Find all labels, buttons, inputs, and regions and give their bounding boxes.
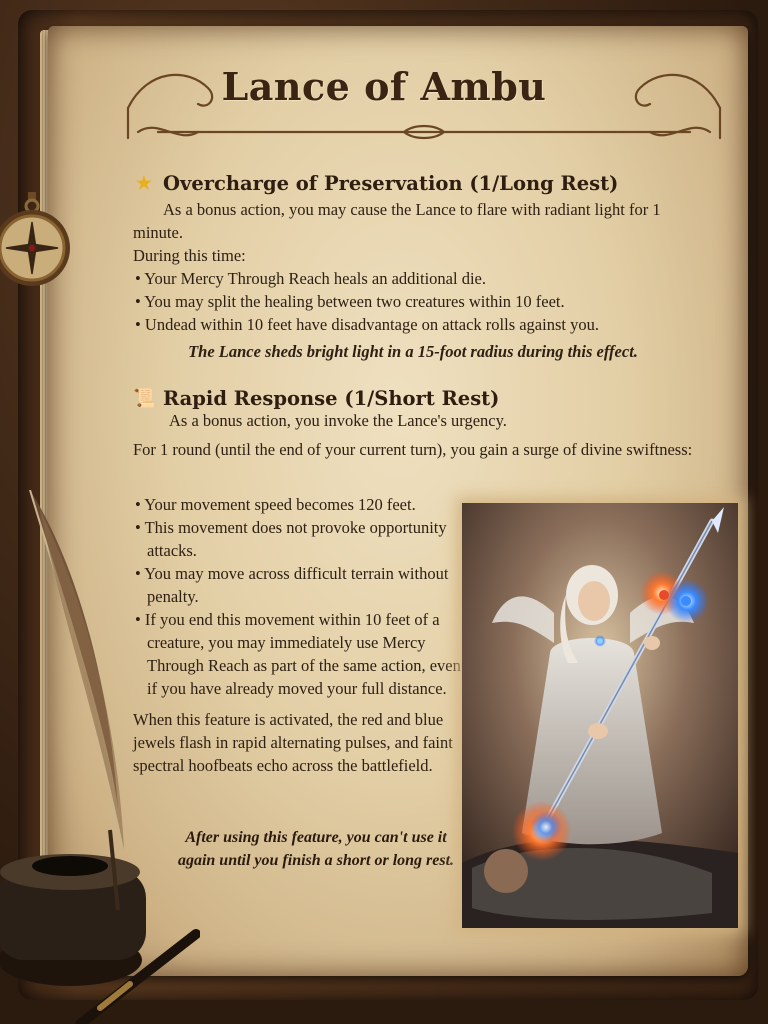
page-title: Lance of Ambu: [221, 64, 547, 109]
intro-text: As a bonus action, you may cause the Lance to flare with radiant light for 1 minute.: [133, 200, 661, 242]
quill-icon: [0, 490, 200, 1024]
list-item: • If you end this movement within 10 feet of a creature, you may immediately use Mercy Through Reach as part of the same action, even if you have already moved your full distance.: [135, 610, 461, 698]
illustration-cleric: [462, 503, 738, 928]
list-item: • You may split the healing between two creatures within 10 feet.: [135, 292, 565, 311]
list-item: • Your Mercy Through Reach heals an additional die.: [135, 269, 486, 288]
list-item: • This movement does not provoke opportunity attacks.: [135, 518, 447, 560]
activation-text: When this feature is activated, the red and blue jewels flash in rapid alternating pulses, and faint spectral hoofbeats echo across the battlefield.: [133, 710, 453, 775]
star-icon: ★: [135, 172, 153, 194]
scroll-icon: 📜: [133, 387, 156, 409]
section-heading: [133, 168, 693, 198]
intro-text: As a bonus action, you invoke the Lance's urgency.: [169, 411, 507, 430]
effect-note: The Lance sheds bright light in a 15-foot radius during this effect.: [188, 342, 638, 361]
list-item: • You may move across difficult terrain without penalty.: [135, 564, 449, 606]
bullet-list: [133, 267, 693, 336]
during-text: During this time:: [133, 246, 246, 265]
list-item: • Undead within 10 feet have disadvantage on attack rolls against you.: [135, 315, 599, 334]
list-item: • Your movement speed becomes 120 feet.: [135, 495, 416, 514]
heading-text: Overcharge of Preservation (1/Long Rest): [163, 171, 619, 195]
heading-text: Rapid Response (1/Short Rest): [163, 386, 500, 410]
rest-note: After using this feature, you can't use it again until you finish a short or long rest.: [177, 829, 455, 869]
round-text: For 1 round (until the end of your current turn), you gain a surge of divine swiftness:: [133, 440, 693, 459]
section-overcharge: [133, 168, 693, 461]
compass-icon: [0, 192, 82, 292]
